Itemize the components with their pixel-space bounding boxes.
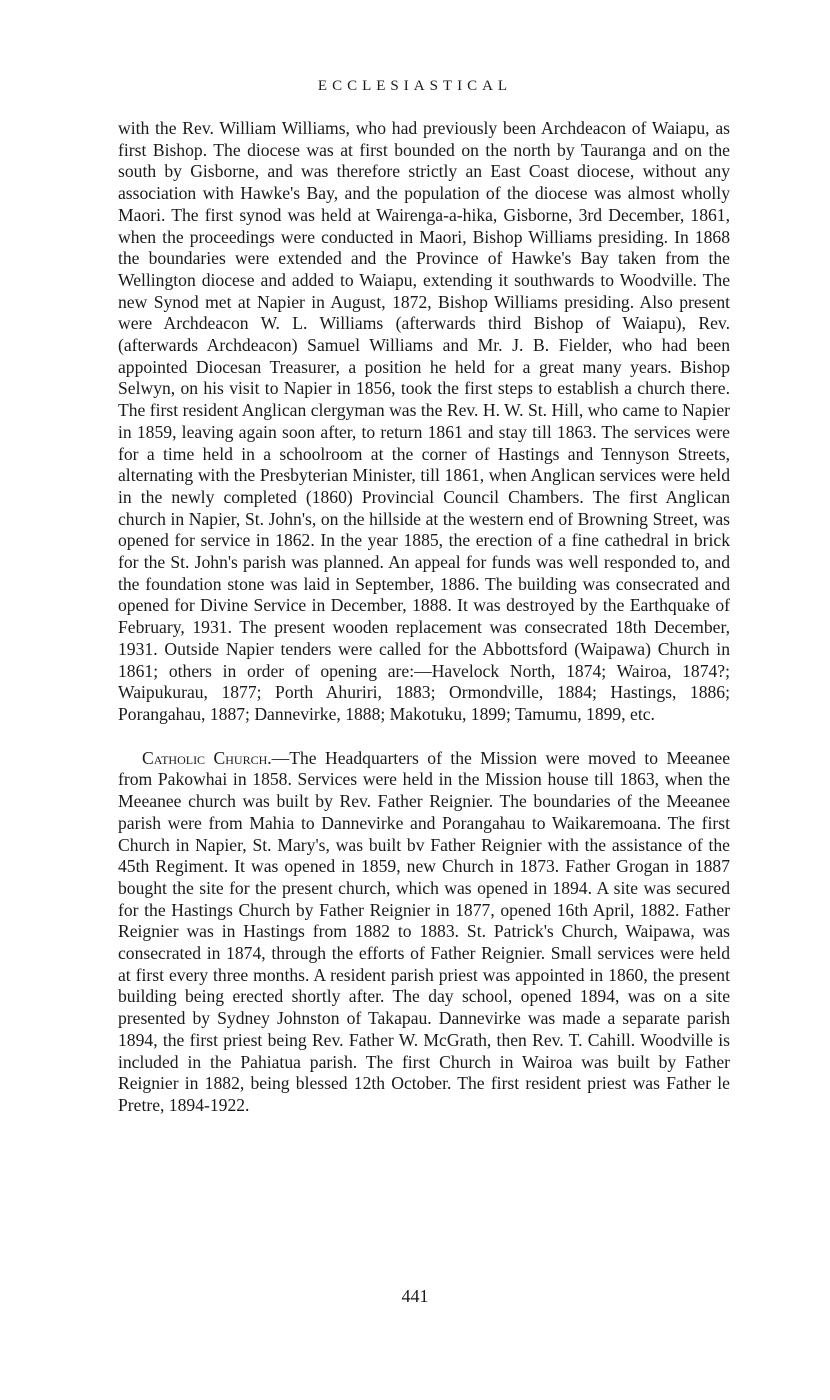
paragraph-catholic-text: —The Headquarters of the Mission were moved to Meeanee from Pakowhai in 1858. Services were held in the Mission house till 1863, when the Meeanee church was built by Rev. Father Reignier. The boundaries of the Meeanee parish were from Mahia to Dannevirke and Porangahau to Waikaremoana. The first Church in Napier, St. Mary's, was built bv Father Reignier with the assistance of the 45th Regiment. It was opened in 1859, new Church in 1873. Father Grogan in 1887 bought the site for the present church, which was opened in 1894. A site was secured for the Hastings Church by Father Reignier in 1877, opened 16th April, 1882. Father Reignier was in Hastings from 1882 to 1883. St. Patrick's Church, Waipawa, was consecrated in 1874, through the efforts of Father Reignier. Small services were held at first every three months. A resident parish priest was appointed in 1860, the present building being erected shortly after. The day school, opened 1894, was on a site presented by Sydney Johnston of Takapau. Dannevirke was made a separate parish 1894, the first priest being Rev. Father W. McGrath, then Rev. T. Cahill. Woodville is included in the Pahiatua parish. The first Church in Wairoa was built by Father Reignier in 1882, being blessed 12th October. The first resident priest was Father le Pretre, 1894-1922. (118, 747, 731, 1115)
section-heading-catholic-church: Catholic Church. (142, 747, 272, 768)
paragraph-catholic (118, 748, 730, 1117)
body-text (118, 118, 730, 1117)
paragraph-anglican: with the Rev. William Williams, who had previously been Archdeacon of Waiapu, as first Bishop. The diocese was at first bounded on the north by Tauranga and on the south by Gisborne, and was therefore strictly an East Coast diocese, without any association with Hawke's Bay, and the population of the diocese was almost wholly Maori. The first synod was held at Wairenga-a-hika, Gisborne, 3rd December, 1861, when the proceedings were conducted in Maori, Bishop Williams presiding. In 1868 the boundaries were extended and the Province of Hawke's Bay taken from the Wellington diocese and added to Waiapu, extending it southwards to Woodville. The new Synod met at Napier in August, 1872, Bishop Williams presiding. Also present were Archdeacon W. L. Williams (afterwards third Bishop of Waiapu), Rev. (afterwards Archdeacon) Samuel Williams and Mr. J. B. Fielder, who had been appointed Diocesan Treasurer, a position he held for a great many years. Bishop Selwyn, on his visit to Napier in 1856, took the first steps to establish a church there. The first resident Anglican clergyman was the Rev. H. W. St. Hill, who came to Napier in 1859, leaving again soon after, to return 1861 and stay till 1863. The services were for a time held in a schoolroom at the corner of Hastings and Tennyson Streets, alternating with the Presbyterian Minister, till 1861, when Anglican services were held in the newly completed (1860) Provincial Council Chambers. The first Anglican church in Napier, St. John's, on the hillside at the western end of Browning Street, was opened for service in 1862. In the year 1885, the erection of a fine cathedral in brick for the St. John's parish was planned. An appeal for funds was well responded to, and the foundation stone was laid in September, 1886. The building was consecrated and opened for Divine Service in December, 1888. It was destroyed by the Earthquake of February, 1931. The present wooden replacement was consecrated 18th December, 1931. Outside Napier tenders were called for the Abbottsford (Waipawa) Church in 1861; others in order of opening are:—Havelock North, 1874; Wairoa, 1874?; Waipukurau, 1877; Porth Ahuriri, 1883; Ormondville, 1884; Hastings, 1886; Porangahau, 1887; Dannevirke, 1888; Makotuku, 1899; Tamumu, 1899, etc. (118, 118, 730, 724)
page-number: 441 (401, 1286, 429, 1306)
running-head: ECCLESIASTICAL (317, 78, 513, 94)
